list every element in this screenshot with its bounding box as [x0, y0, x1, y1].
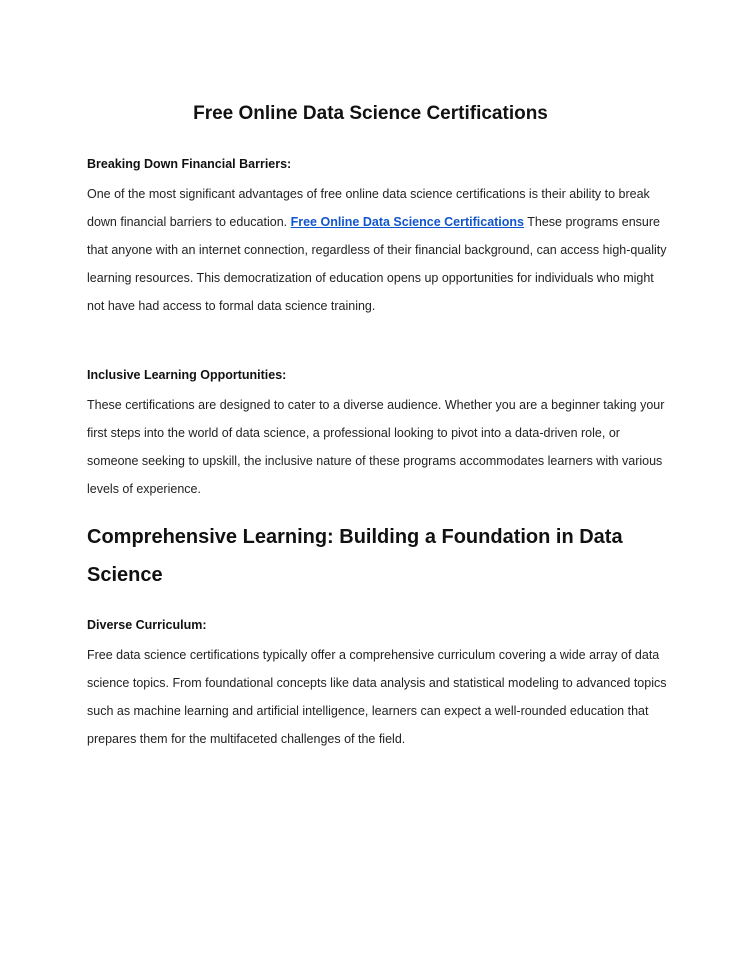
paragraph-text: One of the most significant advantages of free online data science certifications is their ability to break down financial barriers to education.: [87, 187, 650, 229]
main-heading: Comprehensive Learning: Building a Foundation in Data Science: [87, 526, 623, 586]
section-paragraph: Free data science certifications typically offer a comprehensive curriculum covering a wide array of data science topics. From foundational concepts like data analysis and statistical modeling to advanced topics such as machine learning and artificial intelligence, learners can expect a well-rounded education that prepares them for the multifaceted challenges of the field.: [87, 648, 667, 746]
section-paragraph: [87, 180, 667, 320]
section-inclusive-learning: [87, 366, 667, 503]
document-title: Free Online Data Science Certifications: [193, 103, 548, 124]
section-financial-barriers: [87, 155, 667, 320]
certifications-link[interactable]: Free Online Data Science Certifications: [290, 215, 525, 229]
section-heading: Diverse Curriculum:: [87, 618, 207, 632]
section-diverse-curriculum: [87, 616, 667, 753]
paragraph-text: These programs ensure that anyone with an internet connection, regardless of their financial background, can access high-quality learning resources. This democratization of education opens up opportunities for individuals who might not have had access to formal data science training.: [87, 215, 667, 313]
section-paragraph: These certifications are designed to cater to a diverse audience. Whether you are a beginner taking your first steps into the world of data science, a professional looking to pivot into a data-driven role, or someone seeking to upskill, the inclusive nature of these programs accommodates learners with various levels of experience.: [87, 398, 665, 496]
section-heading: Inclusive Learning Opportunities:: [87, 368, 287, 382]
section-heading: Breaking Down Financial Barriers:: [87, 157, 292, 171]
